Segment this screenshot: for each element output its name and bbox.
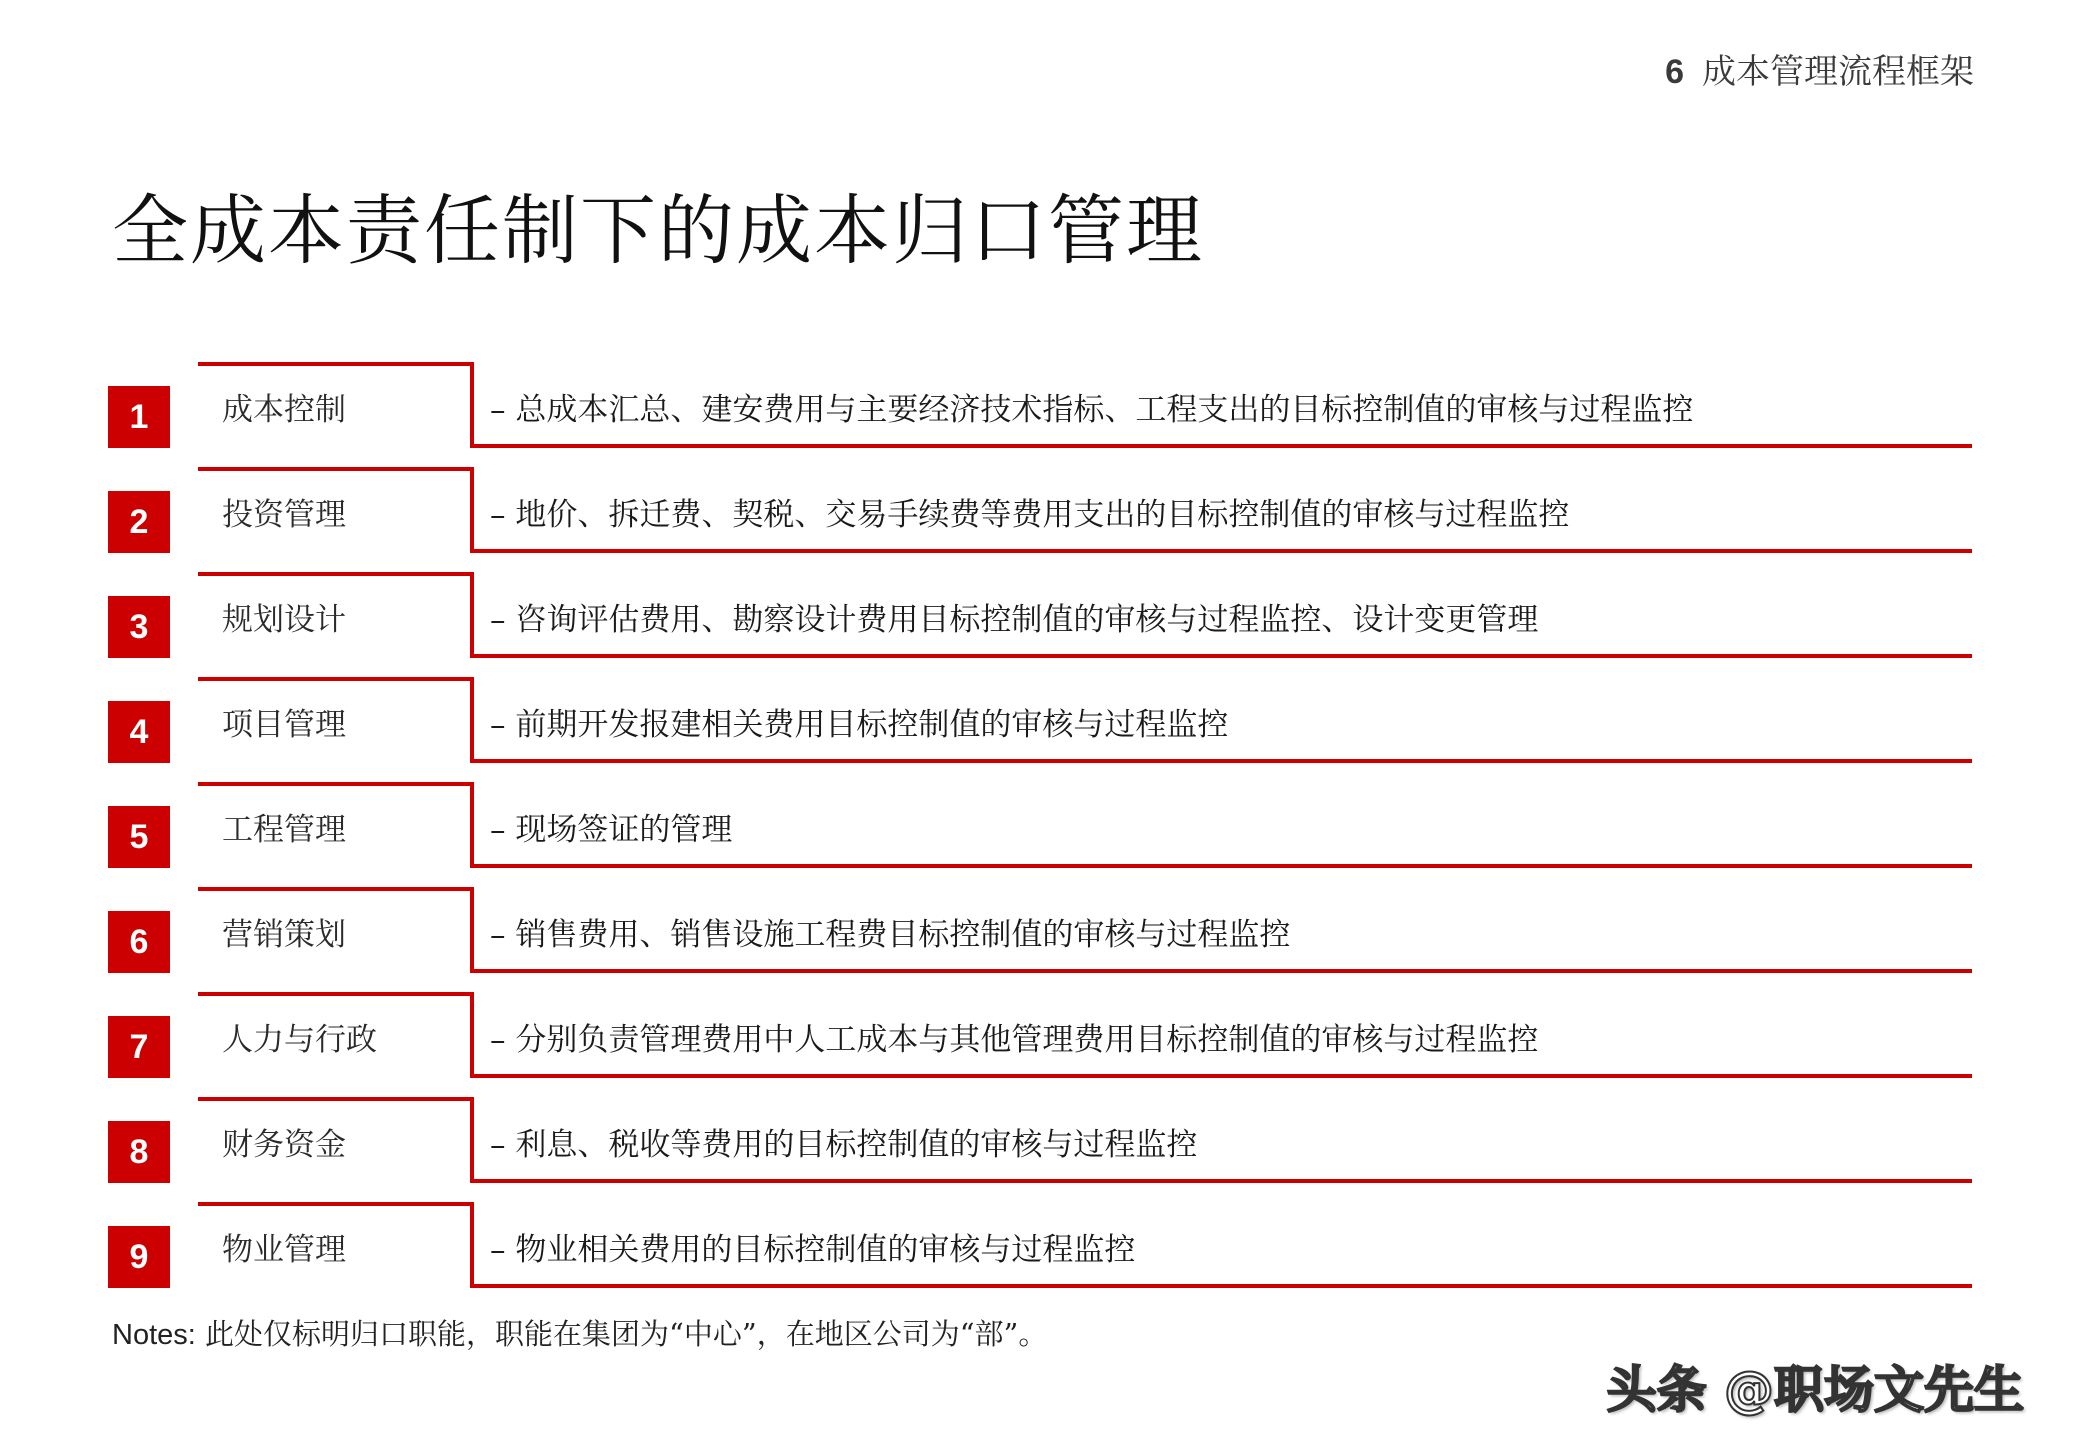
category-label: 物业管理 <box>222 1232 346 1268</box>
underline <box>474 969 1972 973</box>
page-title: 全成本责任制下的成本归口管理 <box>112 186 1204 275</box>
section-reference <box>1665 44 1974 93</box>
notes-text: 此处仅标明归口职能，职能在集团为“中心”，在地区公司为“部”。 <box>195 1317 1048 1351</box>
item-number-badge: 4 <box>108 701 170 763</box>
list-item <box>108 782 1972 887</box>
item-number-badge: 9 <box>108 1226 170 1288</box>
item-description: – 物业相关费用的目标控制值的审核与过程监控 <box>490 1232 1136 1268</box>
category-label: 规划设计 <box>222 602 346 638</box>
underline <box>474 654 1972 658</box>
underline <box>474 1179 1972 1183</box>
footnote <box>112 1312 1047 1353</box>
list-item <box>108 992 1972 1097</box>
responsibility-list <box>108 362 1972 1307</box>
list-item <box>108 1097 1972 1202</box>
item-description: – 咨询评估费用、勘察设计费用目标控制值的审核与过程监控、设计变更管理 <box>490 602 1539 638</box>
item-description: – 销售费用、销售设施工程费目标控制值的审核与过程监控 <box>490 917 1291 953</box>
list-item <box>108 887 1972 992</box>
item-description: – 地价、拆迁费、契税、交易手续费等费用支出的目标控制值的审核与过程监控 <box>490 497 1570 533</box>
item-description: – 现场签证的管理 <box>490 812 733 848</box>
category-label: 投资管理 <box>222 497 346 533</box>
item-number-badge: 6 <box>108 911 170 973</box>
section-title: 成本管理流程框架 <box>1702 52 1974 92</box>
item-number-badge: 2 <box>108 491 170 553</box>
notes-label: Notes: <box>112 1319 196 1351</box>
item-number-badge: 8 <box>108 1121 170 1183</box>
underline <box>474 759 1972 763</box>
underline <box>474 864 1972 868</box>
item-number-badge: 5 <box>108 806 170 868</box>
list-item <box>108 467 1972 572</box>
item-description: – 前期开发报建相关费用目标控制值的审核与过程监控 <box>490 707 1229 743</box>
section-number: 6 <box>1665 53 1684 91</box>
underline <box>474 1074 1972 1078</box>
category-label: 人力与行政 <box>222 1022 377 1058</box>
item-description: – 分别负责管理费用中人工成本与其他管理费用目标控制值的审核与过程监控 <box>490 1022 1539 1058</box>
category-label: 营销策划 <box>222 917 346 953</box>
underline <box>474 549 1972 553</box>
item-description: – 总成本汇总、建安费用与主要经济技术指标、工程支出的目标控制值的审核与过程监控 <box>490 392 1694 428</box>
list-item <box>108 677 1972 782</box>
underline <box>474 1284 1972 1288</box>
list-item <box>108 362 1972 467</box>
category-label: 财务资金 <box>222 1127 346 1163</box>
list-item <box>108 572 1972 677</box>
item-description: – 利息、税收等费用的目标控制值的审核与过程监控 <box>490 1127 1198 1163</box>
list-item <box>108 1202 1972 1307</box>
item-number-badge: 7 <box>108 1016 170 1078</box>
watermark: 头条 @职场文先生 <box>1606 1361 2024 1419</box>
category-label: 项目管理 <box>222 707 346 743</box>
item-number-badge: 1 <box>108 386 170 448</box>
item-number-badge: 3 <box>108 596 170 658</box>
underline <box>474 444 1972 448</box>
category-label: 成本控制 <box>222 392 346 428</box>
category-label: 工程管理 <box>222 812 346 848</box>
